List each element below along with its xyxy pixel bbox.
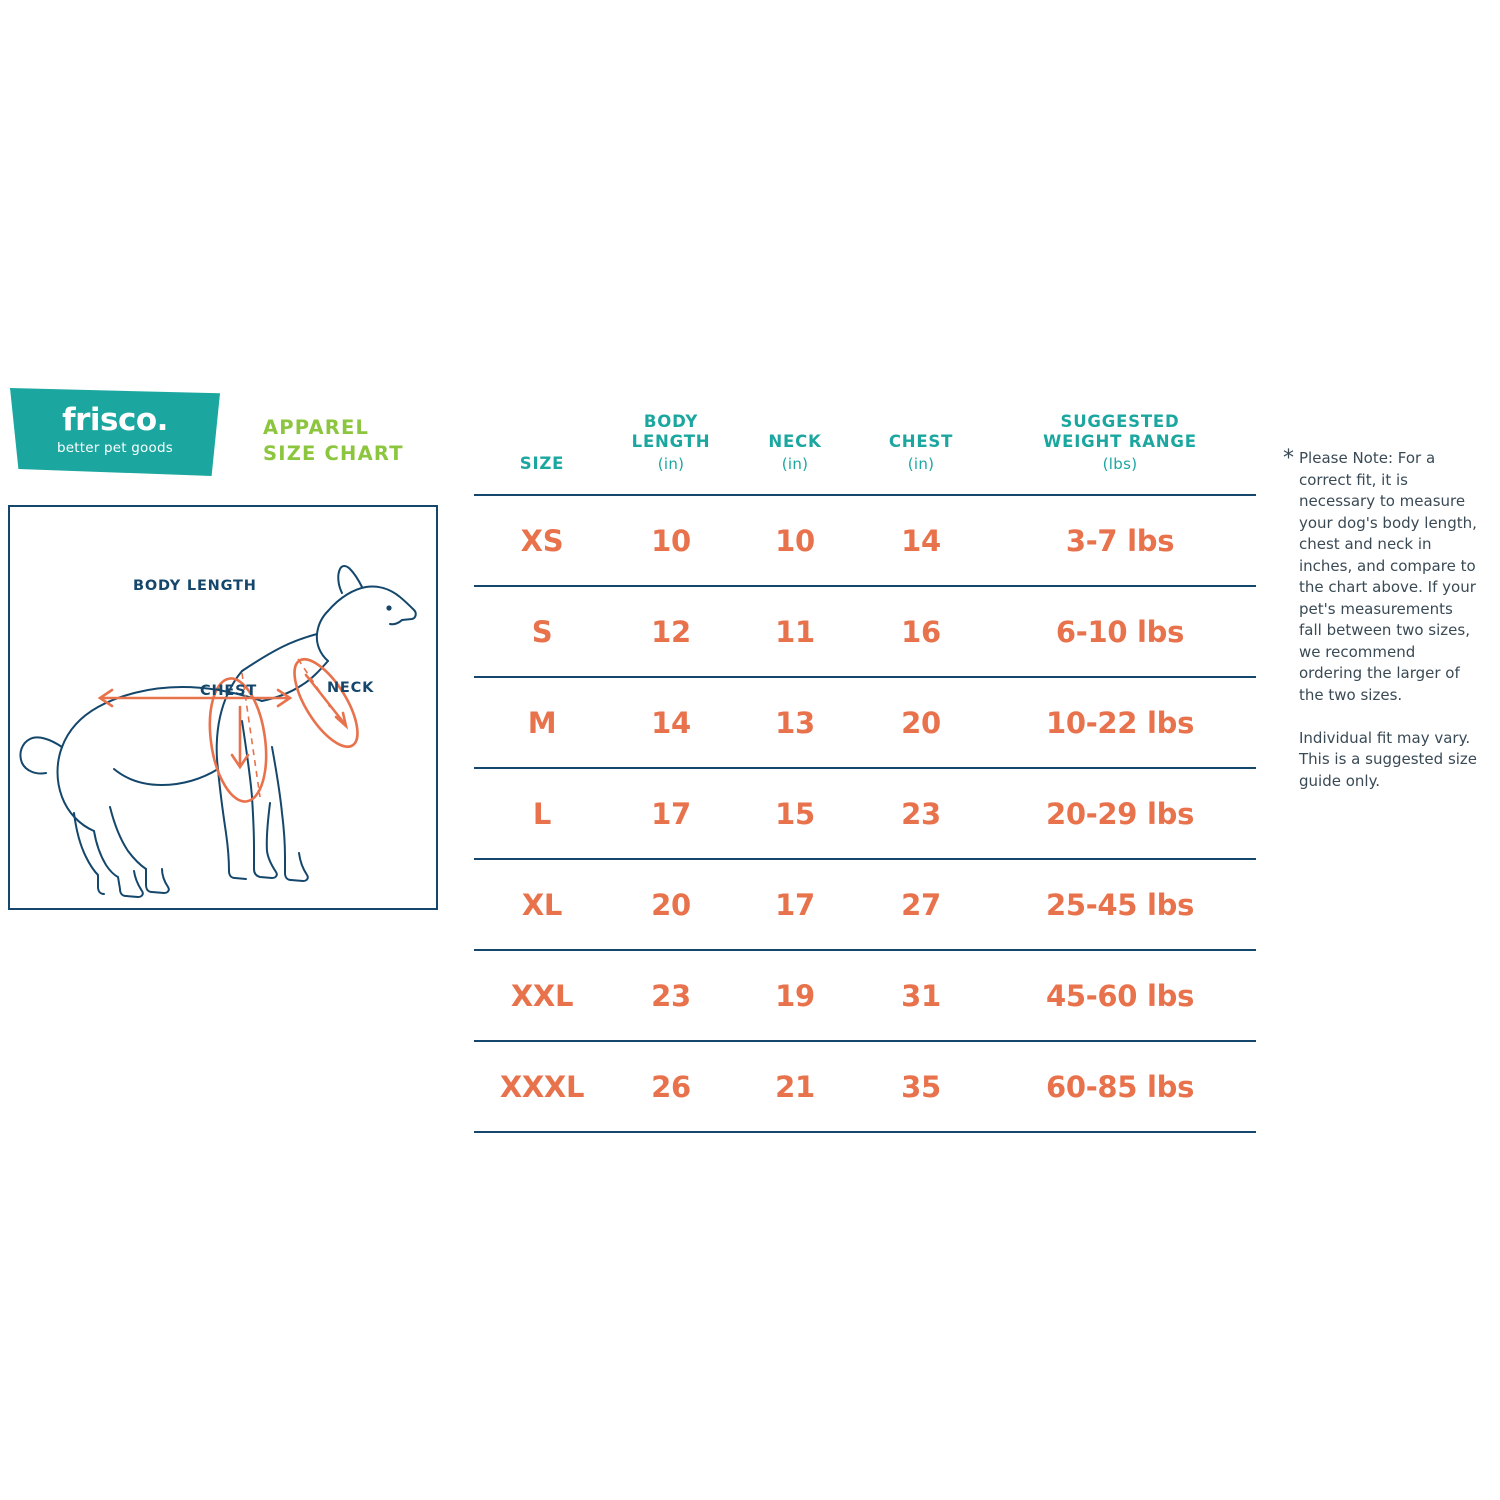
cell-neck: 19 xyxy=(732,950,858,1041)
cell-neck: 15 xyxy=(732,768,858,859)
column-header-body-length-line1: BODY xyxy=(643,412,699,431)
cell-weight: 10-22 lbs xyxy=(984,677,1256,768)
column-header-weight-line2: WEIGHT RANGE xyxy=(1043,432,1197,451)
column-header-neck xyxy=(732,412,858,495)
cell-weight: 60-85 lbs xyxy=(984,1041,1256,1132)
size-table-wrapper xyxy=(474,412,1256,1133)
cell-body-length: 17 xyxy=(610,768,732,859)
column-header-body-length xyxy=(610,412,732,495)
cell-size: L xyxy=(474,768,610,859)
cell-neck: 13 xyxy=(732,677,858,768)
table-row xyxy=(474,677,1256,768)
table-row xyxy=(474,586,1256,677)
cell-chest: 31 xyxy=(858,950,984,1041)
table-row xyxy=(474,859,1256,950)
column-header-chest xyxy=(858,412,984,495)
page-title-line1: APPAREL xyxy=(263,416,370,439)
cell-size: S xyxy=(474,586,610,677)
diagram-label-neck: NECK xyxy=(327,680,375,696)
column-header-body-length-unit: (in) xyxy=(657,455,685,473)
column-header-size-label: SIZE xyxy=(519,454,565,473)
cell-body-length: 12 xyxy=(610,586,732,677)
note-paragraph-2: Individual fit may vary. This is a suggested size guide only. xyxy=(1299,728,1478,790)
cell-weight: 20-29 lbs xyxy=(984,768,1256,859)
table-row xyxy=(474,950,1256,1041)
brand-logo xyxy=(10,388,220,478)
cell-body-length: 23 xyxy=(610,950,732,1041)
cell-neck: 17 xyxy=(732,859,858,950)
column-header-neck-unit: (in) xyxy=(781,455,809,473)
cell-body-length: 20 xyxy=(610,859,732,950)
cell-body-length: 10 xyxy=(610,495,732,586)
table-row xyxy=(474,495,1256,586)
cell-chest: 27 xyxy=(858,859,984,950)
diagram-label-body-length: BODY LENGTH xyxy=(133,578,257,594)
column-header-weight-line1: SUGGESTED xyxy=(1060,412,1180,431)
cell-size: XXL xyxy=(474,950,610,1041)
dog-measurement-diagram xyxy=(8,505,438,910)
table-header-row xyxy=(474,412,1256,495)
cell-weight: 25-45 lbs xyxy=(984,859,1256,950)
column-header-body-length-line2: LENGTH xyxy=(631,432,711,451)
cell-size: XS xyxy=(474,495,610,586)
apparel-size-table xyxy=(474,412,1256,1133)
column-header-neck-label: NECK xyxy=(768,432,822,451)
logo-wordmark: frisco. xyxy=(62,402,168,438)
column-header-size xyxy=(474,412,610,495)
cell-weight: 6-10 lbs xyxy=(984,586,1256,677)
column-header-weight xyxy=(984,412,1256,495)
cell-weight: 45-60 lbs xyxy=(984,950,1256,1041)
cell-neck: 21 xyxy=(732,1041,858,1132)
logo-tagline: better pet goods xyxy=(57,440,173,456)
cell-body-length: 14 xyxy=(610,677,732,768)
table-row xyxy=(474,768,1256,859)
cell-neck: 10 xyxy=(732,495,858,586)
cell-chest: 20 xyxy=(858,677,984,768)
page-title-line2: SIZE CHART xyxy=(263,442,404,465)
cell-weight: 3-7 lbs xyxy=(984,495,1256,586)
table-row xyxy=(474,1041,1256,1132)
page-title xyxy=(263,415,463,467)
cell-chest: 16 xyxy=(858,586,984,677)
cell-body-length: 26 xyxy=(610,1041,732,1132)
cell-size: M xyxy=(474,677,610,768)
column-header-weight-unit: (lbs) xyxy=(1102,455,1138,473)
note-paragraph-1: Please Note: For a correct fit, it is necessary to measure your dog's body length, chest and neck in inches, and compare to the chart above. If your pet's measurements fall between two sizes, we recommend ordering the larger of the two sizes. xyxy=(1299,449,1477,704)
column-header-chest-label: CHEST xyxy=(888,432,954,451)
fit-note xyxy=(1283,448,1478,792)
note-asterisk: * xyxy=(1283,446,1294,471)
cell-chest: 23 xyxy=(858,768,984,859)
cell-chest: 14 xyxy=(858,495,984,586)
cell-neck: 11 xyxy=(732,586,858,677)
dog-illustration-svg xyxy=(10,507,436,908)
cell-size: XL xyxy=(474,859,610,950)
cell-size: XXXL xyxy=(474,1041,610,1132)
cell-chest: 35 xyxy=(858,1041,984,1132)
column-header-chest-unit: (in) xyxy=(907,455,935,473)
diagram-label-chest: CHEST xyxy=(200,683,258,699)
